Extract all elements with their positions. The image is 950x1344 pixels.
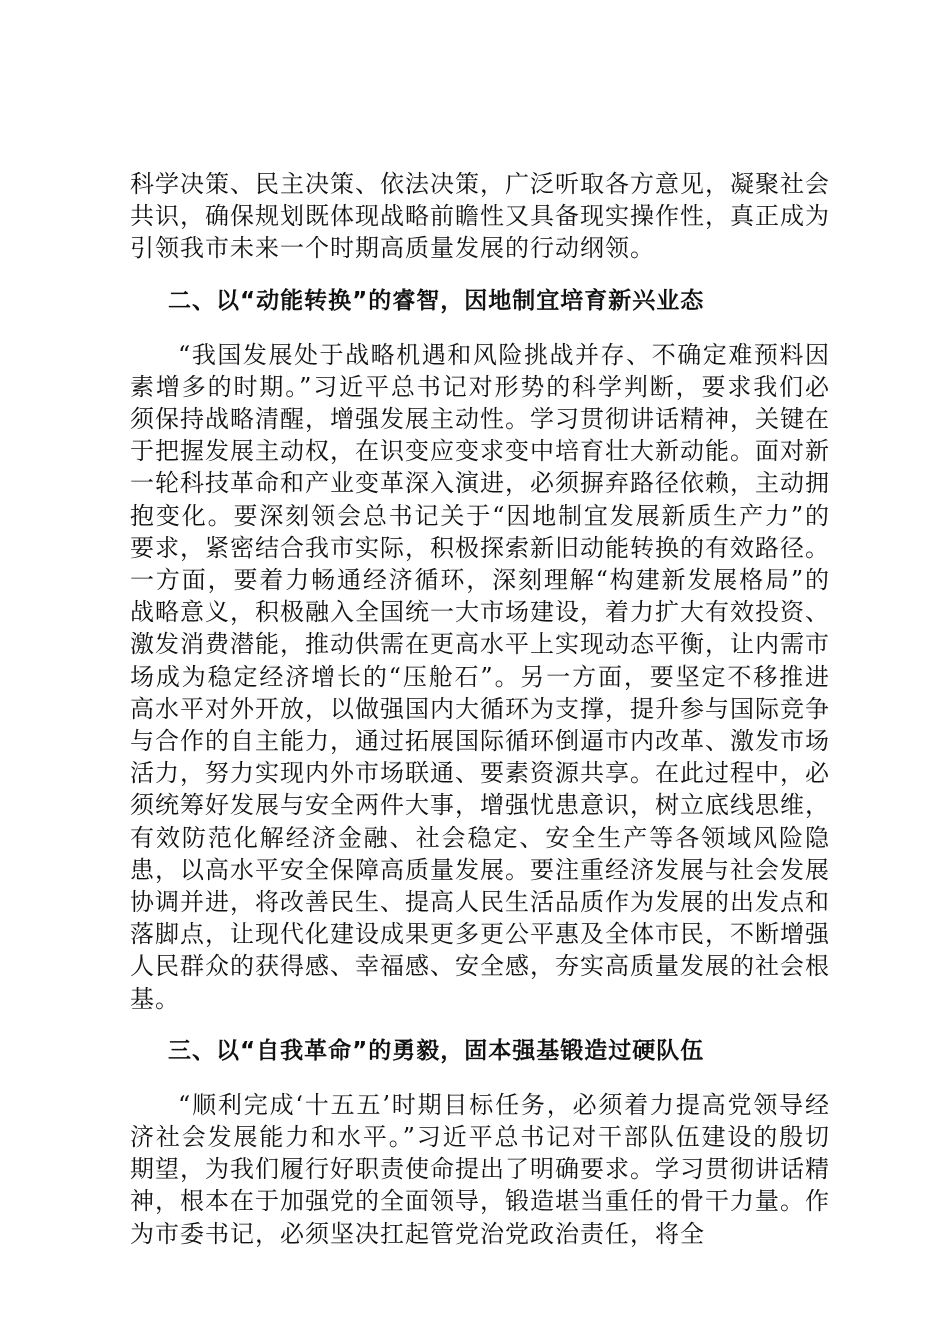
section-3-heading: 三、以“自我革命”的勇毅，固本强基锻造过硬队伍 — [168, 1037, 705, 1064]
section-2-heading: 二、以“动能转换”的睿智，因地制宜培育新兴业态 — [168, 287, 705, 314]
section-3-body: “顺利完成‘十五五’时期目标任务，必须着力提高党领导经济社会发展能力和水平。”习近平总书记对干部队伍建设的殷切期望，为我们履行好职责使命提出了明确要求。学习贯彻讲话精神，根本在于加强党的全面领导，锻造堪当重任的骨干力量。作为市委书记，必须坚决扛起管党治党政治责任，将全 — [130, 1090, 830, 1248]
continuation-paragraph: 科学决策、民主决策、依法决策，广泛听取各方意见，凝聚社会共识，确保规划既体现战略前瞻性又具备现实操作性，真正成为引领我市未来一个时期高质量发展的行动纲领。 — [130, 170, 830, 263]
section-2-body: “我国发展处于战略机遇和风险挑战并存、不确定难预料因素增多的时期。”习近平总书记对形势的科学判断，要求我们必须保持战略清醒，增强发展主动性。学习贯彻讲话精神，关键在于把握发展主动权，在识变应变求变中培育壮大新动能。面对新一轮科技革命和产业变革深入演进，必须摒弃路径依赖，主动拥抱变化。要深刻领会总书记关于“因地制宜发展新质生产力”的要求，紧密结合我市实际，积极探索新旧动能转换的有效路径。一方面，要着力畅通经济循环，深刻理解“构建新发展格局”的战略意义，积极融入全国统一大市场建设，着力扩大有效投资、激发消费潜能，推动供需在更高水平上实现动态平衡，让内需市场成为稳定经济增长的“压舱石”。另一方面，要坚定不移推进高水平对外开放，以做强国内大循环为支撑，提升参与国际竞争与合作的自主能力，通过拓展国际循环倒逼市内改革、激发市场活力，努力实现内外市场联通、要素资源共享。在此过程中，必须统筹好发展与安全两件大事，增强忧患意识，树立底线思维，有效防范化解经济金融、社会稳定、安全生产等各领域风险隐患，以高水平安全保障高质量发展。要注重经济发展与社会发展协调并进，将改善民生、提高人民生活品质作为发展的出发点和落脚点，让现代化建设成果更多更公平惠及全体市民，不断增强人民群众的获得感、幸福感、安全感，夯实高质量发展的社会根基。 — [130, 340, 830, 1013]
document-page — [130, 168, 830, 1250]
